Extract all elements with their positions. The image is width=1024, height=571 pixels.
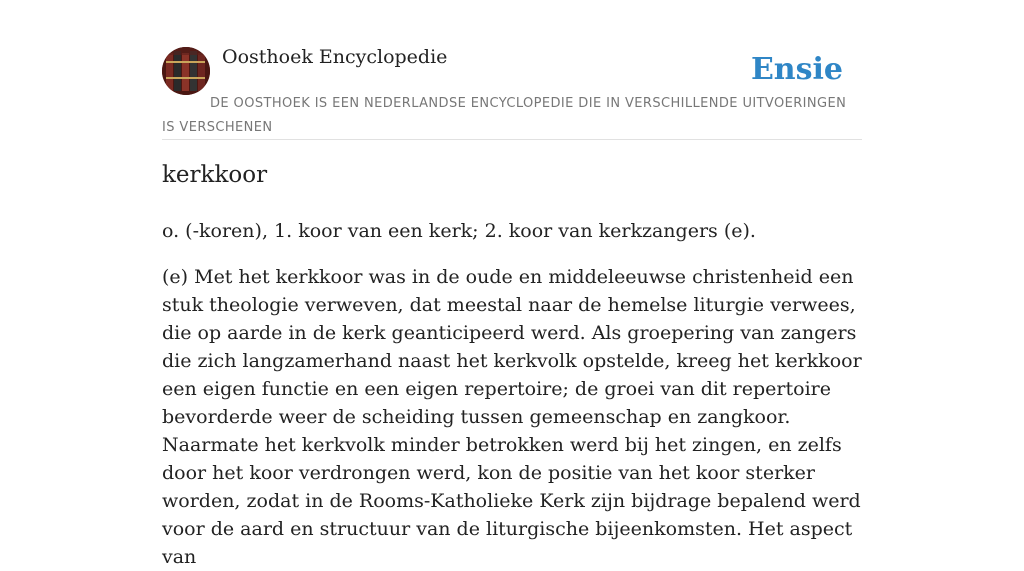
brand-logo[interactable]: Ensie bbox=[750, 52, 843, 87]
site-title[interactable]: Oosthoek Encyclopedie bbox=[222, 46, 448, 68]
entry-definition: o. (-koren), 1. koor van een kerk; 2. koor van kerkzangers (e). bbox=[162, 220, 756, 242]
site-header bbox=[162, 40, 862, 140]
entry-body: (e) Met het kerkkoor was in de oude en middeleeuwse christenheid een stuk theologie verweven, dat meestal naar de hemelse liturgie verwees, die op aarde in de kerk geanticipeerd werd. Als groepering van zangers die zich langzamerhand naast het kerkvolk opstelde, kreeg het kerkkoor een eigen functie en een eigen repertoire; de groei van dit repertoire bevorderde weer de scheiding tussen gemeenschap en zangkoor. Naarmate het kerkvolk minder betrokken werd bij het zingen, en zelfs door het koor verdrongen werd, kon de positie van het koor sterker worden, zodat in de Rooms-Katholieke Kerk zijn bijdrage bepalend werd voor de aard en structuur van de liturgische bijeenkomsten. Het aspect van bbox=[162, 266, 862, 568]
entry-title: kerkkoor bbox=[162, 162, 268, 188]
site-tagline: DE OOSTHOEK IS EEN NEDERLANDSE ENCYCLOPEDIE DIE IN VERSCHILLENDE UITVOERINGEN IS VERSCHENEN bbox=[162, 96, 847, 135]
book-spines-avatar-icon[interactable] bbox=[162, 47, 210, 95]
header-divider bbox=[162, 139, 862, 140]
